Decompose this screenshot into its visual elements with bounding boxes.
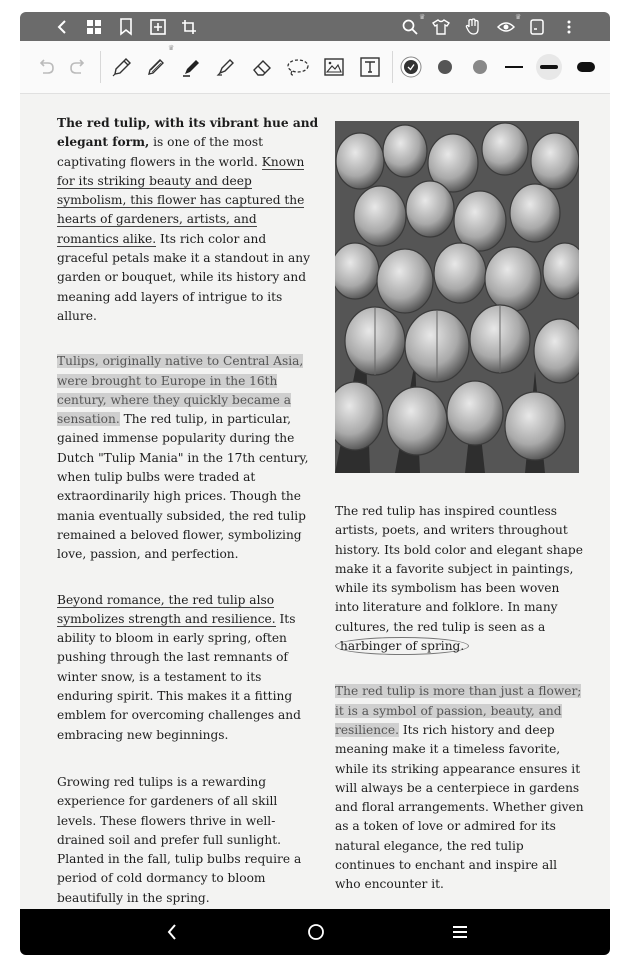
- system-nav-bar: [20, 909, 610, 955]
- marker-icon[interactable]: [178, 53, 206, 81]
- hand-icon[interactable]: [462, 16, 484, 38]
- nav-home-icon[interactable]: [304, 920, 328, 944]
- back-icon[interactable]: [51, 16, 73, 38]
- toolbar-divider: [392, 51, 393, 83]
- grid-icon[interactable]: [83, 16, 105, 38]
- eye-icon[interactable]: [495, 16, 517, 38]
- text-icon[interactable]: [356, 53, 384, 81]
- search-icon[interactable]: [399, 16, 421, 38]
- lasso-icon[interactable]: [284, 53, 312, 81]
- tulip-photo[interactable]: [335, 121, 579, 473]
- undo-icon[interactable]: [32, 53, 60, 81]
- underlined-annotation: Beyond romance, the red tulip also symbolizes strength and resilience.: [57, 592, 276, 626]
- paragraph-text: The red tulip, in particular, gained immense popularity during the Dutch "Tulip Mania" in the 17th century, when tulip bulbs were traded at extraordinarily high prices. Though the mania eventually subsided, the red tulip remained a beloved flower, symbolizing love, passion, and perfection.: [57, 412, 309, 562]
- premium-crown-icon: ♛: [515, 13, 522, 21]
- paragraph-intro: [57, 114, 319, 326]
- premium-crown-icon: ♛: [168, 44, 175, 52]
- stroke-width-thick[interactable]: [572, 53, 600, 81]
- paragraph-text: Its rich history and deep meaning make it a timeless favorite, while its striking appearance ensures it will always be a centerpiece in gardens and floral arrangements. Whether given as a token of love or admired for its natural elegance, the red tulip continues to enchant and inspire all who encounter it.: [335, 722, 584, 892]
- circled-annotation: harbinger of spring.: [335, 637, 469, 655]
- paragraph-history: [57, 352, 319, 564]
- bold-text: The red tulip, with its vibrant hue and elegant form,: [57, 116, 319, 150]
- color-swatch-selected[interactable]: [397, 53, 425, 81]
- nav-back-icon[interactable]: [160, 920, 184, 944]
- redo-icon[interactable]: [64, 53, 92, 81]
- eraser-icon[interactable]: [248, 53, 276, 81]
- crop-icon[interactable]: [178, 16, 200, 38]
- highlighted-annotation: The red tulip is more than just a flower; it is a symbol of passion, beauty, and resilience.: [335, 684, 582, 737]
- premium-crown-icon: ♛: [419, 13, 426, 21]
- device-screen: [20, 12, 610, 955]
- more-icon[interactable]: [558, 16, 580, 38]
- tulip-image: [335, 121, 579, 473]
- underlined-annotation: Known for its striking beauty and deep symbolism, this flower has captured the hearts of gardeners, artists, and romantics alike.: [57, 154, 305, 246]
- paragraph-symbol: [335, 682, 585, 894]
- pencil-icon[interactable]: [142, 53, 170, 81]
- add-page-icon[interactable]: [147, 16, 169, 38]
- right-column: [335, 502, 585, 895]
- pen-icon[interactable]: [108, 53, 136, 81]
- drawing-toolbar: [20, 41, 610, 94]
- paragraph-text: Its rich color and graceful petals make it a standout in any garden or bouquet, while its history and meaning add layers of intrigue to its allure.: [57, 231, 311, 323]
- bookmark-icon[interactable]: [115, 16, 137, 38]
- shirt-icon[interactable]: [430, 16, 452, 38]
- notebook-page[interactable]: [20, 94, 610, 909]
- paragraph-text: The red tulip has inspired countless artists, poets, and writers throughout history. Its bold color and elegant shape make it a favorite subject in paintings, while its symbolism has been woven into literature and folklore. In many cultures, the red tulip is seen as a: [335, 504, 583, 634]
- left-column: [57, 114, 319, 908]
- color-swatch[interactable]: [431, 53, 459, 81]
- nav-menu-icon[interactable]: [448, 920, 472, 944]
- color-swatch[interactable]: [466, 53, 494, 81]
- image-icon[interactable]: [320, 53, 348, 81]
- stroke-width-medium[interactable]: [535, 53, 563, 81]
- page-icon[interactable]: [526, 16, 548, 38]
- paragraph-text: Its ability to bloom in early spring, often pushing through the last remnants of winter snow, is a testament to its enduring spirit. This makes it a fitting emblem for overcoming challenges and embracing new beginnings.: [57, 611, 301, 742]
- paragraph-text: is one of the most captivating flowers in the world.: [57, 135, 264, 169]
- highlighter-icon[interactable]: [212, 53, 240, 81]
- stroke-width-thin[interactable]: [500, 53, 528, 81]
- highlighted-annotation: Tulips, originally native to Central Asia, were brought to Europe in the 16th century, where they quickly became a sensation.: [57, 354, 304, 427]
- toolbar-divider: [100, 51, 101, 83]
- paragraph-growing: Growing red tulips is a rewarding experience for gardeners of all skill levels. These flowers thrive in well-drained soil and prefer full sunlight. Planted in the fall, tulip bulbs require a period of cold dormancy to bloom beautifully in the spring.: [57, 774, 302, 905]
- top-app-bar: [20, 12, 610, 41]
- paragraph-strength: [57, 591, 319, 745]
- paragraph-inspiration: [335, 502, 585, 656]
